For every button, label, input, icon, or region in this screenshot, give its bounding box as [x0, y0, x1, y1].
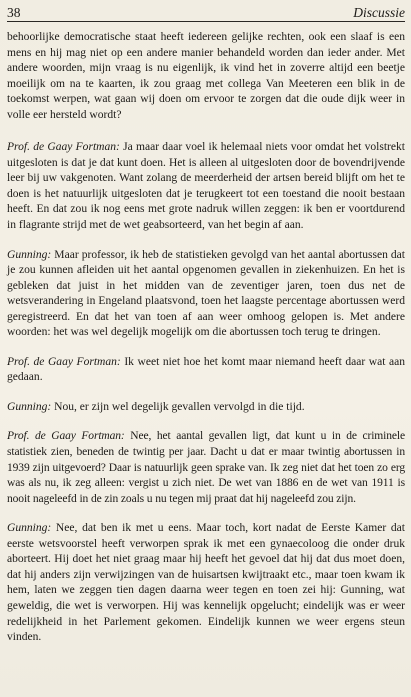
paragraph: [7, 521, 405, 645]
paragraph: [7, 355, 405, 386]
paragraph-text: Ja maar daar voel ik helemaal niets voor omdat het volstrekt uitgesloten is dat je dat kunt doen. Het is alleen al uitgesloten door de bovendrijvende leer bij uw vakgenoten. Want zolang de meerderheid der artsen bereid blijft om het te doen is het natuurlijk uitgesloten dat je terugkeert tot een toestand die nooit bestaan heeft. En dat zou ik nog eens met grote nadruk willen zeggen: ik ben er voortdurend in flagrante strijd met de wet geabsorteerd, van het begin af aan.: [7, 141, 405, 232]
section-title: Discussie: [353, 5, 405, 20]
paragraph-text: Nee, dat ben ik met u eens. Maar toch, kort nadat de Eerste Kamer dat eerste wetsvoorstel heeft verworpen sprak ik met een gynaecoloog die onder druk aborteert. Hij doet het niet graag maar hij heeft het gevoel dat hij dat dus moet doen, dat hij anders zijn verwijzingen van de huisartsen kwijtraakt etc., maar toen kwam ik hem, laten we zeggen tien dagen daarna weer tegen en toen zei hij: Gunning, wat geweldig, die wet is verworpen. Hij was kennelijk opgelucht; eindelijk was er weer redelijkheid in het Parlement gekomen. Eindelijk kunnen we weer ergens steun vinden.: [7, 522, 405, 644]
speaker-label: Prof. de Gaay Fortman:: [7, 355, 121, 368]
paragraph-text: Nee, het aantal gevallen ligt, dat kunt u in de criminele statistiek zien, beneden de twintig per jaar. Dacht u dat er maar twintig abortussen in 1939 zijn uitgevoerd? Daar is natuurlijk geen sprake van. Ik zeg niet dat het toen zo erg was als nu, ik zeg alleen: vergist u zich niet. De wet van 1886 en de wet van 1911 is nooit nageleefd in de zin zoals u nu tegen mij praat dat hij nageleefd zou zijn.: [7, 430, 405, 505]
speaker-label: Gunning:: [7, 522, 52, 535]
speaker-label: Prof. de Gaay Fortman:: [7, 141, 120, 154]
paragraph-text: Maar professor, ik heb de statistieken gevolgd van het aantal abortussen dat je zou kunnen afleiden uit het aantal opgenomen gevallen in ziekenhuizen. En het is gebleken dat juist in het midden van de zeventiger jaren, toen dus net de wetsverandering in Engeland plaatsvond, toen het laagste percentage abortussen werd geregistreerd. En dat het van toen af aan weer omhoog gelopen is. Met andere woorden: het was wel degelijk mogelijk om die abortussen toch terug te dringen.: [7, 248, 405, 339]
body-text: [7, 30, 405, 646]
paragraph: [7, 140, 405, 233]
paragraph: [7, 400, 405, 416]
speaker-label: Gunning:: [7, 248, 52, 261]
page-number: 38: [7, 5, 21, 20]
paragraph-text: Ik weet niet hoe het komt maar niemand heeft daar wat aan gedaan.: [7, 355, 405, 384]
running-header: [7, 5, 405, 22]
speaker-label: Prof. de Gaay Fortman:: [7, 430, 125, 443]
speaker-label: Gunning:: [7, 400, 52, 413]
paragraph: [7, 429, 405, 507]
paragraph: [7, 30, 405, 123]
paragraph-text: behoorlijke democratische staat heeft iedereen gelijke rechten, ook een slaaf is een mens en hij mag niet op een andere manier behandeld worden dan ieder ander. Met andere woorden, mijn vraag is nu eigenlijk, ik vind het in zoverre altijd een beetje moeilijk om na te kaarten, ik zou graag met collega Van Meeteren een blik in de toekomst werpen, wat gaan wij doen om ervoor te zorgen dat die oude dijk weer in volle eer hersteld wordt?: [7, 31, 405, 121]
paragraph-text: Nou, er zijn wel degelijk gevallen vervolgd in die tijd.: [51, 400, 305, 413]
paragraph: [7, 248, 405, 341]
